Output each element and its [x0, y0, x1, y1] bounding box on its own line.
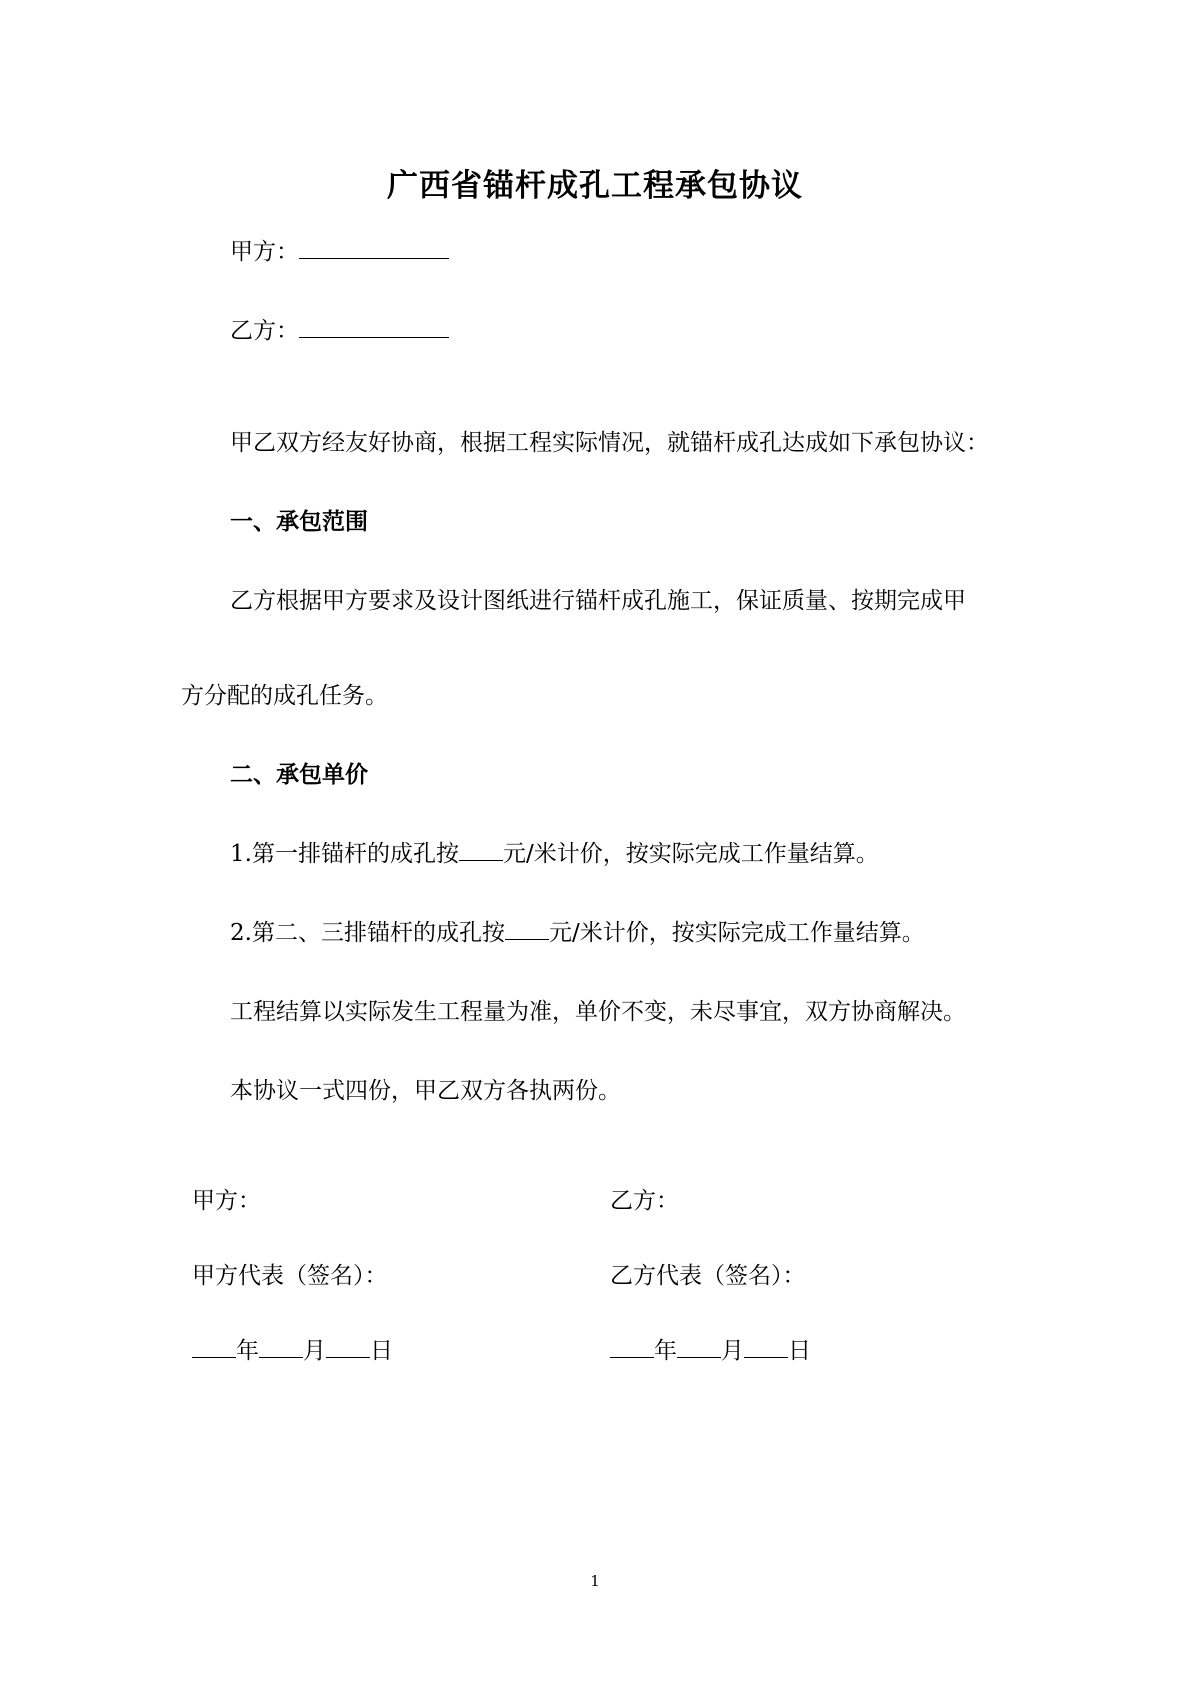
price-item-2-number: 2.: [230, 920, 252, 946]
section1-text-line2: 方分配的成孔任务。: [181, 683, 388, 709]
page-number: 1: [590, 1572, 600, 1590]
price-item-2-text-before: 第二、三排锚杆的成孔按: [251, 920, 505, 946]
sign-date-b: [610, 1336, 811, 1366]
party-a-blank[interactable]: [299, 238, 449, 259]
party-b-label: 乙方：: [230, 318, 299, 344]
settlement-paragraph: 工程结算以实际发生工程量为准，单价不变，未尽事宜，双方协商解决。: [230, 999, 966, 1025]
price-item-2-text-after: 元/米计价，按实际完成工作量结算。: [548, 920, 925, 946]
date-b-year-label: 年: [654, 1338, 677, 1364]
document-title: 广西省锚杆成孔工程承包协议: [387, 168, 803, 204]
date-b-year-blank[interactable]: [610, 1337, 654, 1358]
sign-party-a: 甲方：: [192, 1188, 261, 1214]
date-b-day-label: 日: [788, 1338, 811, 1364]
date-b-month-label: 月: [721, 1338, 744, 1364]
party-b-blank[interactable]: [299, 317, 449, 338]
price-item-1-text-before: 第一排锚杆的成孔按: [251, 841, 459, 867]
date-a-month-label: 月: [303, 1338, 326, 1364]
section1-text-line1: 乙方根据甲方要求及设计图纸进行锚杆成孔施工，保证质量、按期完成甲: [230, 588, 966, 614]
price-item-1: [230, 839, 879, 869]
date-a-day-label: 日: [370, 1338, 393, 1364]
copies-paragraph: 本协议一式四份，甲乙双方各执两份。: [230, 1078, 621, 1104]
price-item-1-text-after: 元/米计价，按实际完成工作量结算。: [502, 841, 879, 867]
intro-paragraph: 甲乙双方经友好协商，根据工程实际情况，就锚杆成孔达成如下承包协议：: [230, 430, 989, 456]
date-a-year-blank[interactable]: [192, 1337, 236, 1358]
party-a-label: 甲方：: [230, 239, 299, 265]
section1-heading: 一、承包范围: [230, 509, 368, 535]
price-item-2-blank[interactable]: [505, 919, 549, 940]
sign-date-a: [192, 1336, 393, 1366]
sign-party-b: 乙方：: [610, 1188, 679, 1214]
sign-party-b-rep: 乙方代表（签名）：: [610, 1263, 806, 1289]
section2-heading: 二、承包单价: [230, 762, 368, 788]
date-b-day-blank[interactable]: [744, 1337, 788, 1358]
price-item-2: [230, 918, 925, 948]
date-a-month-blank[interactable]: [259, 1337, 303, 1358]
party-a-line: [230, 237, 449, 267]
price-item-1-number: 1.: [230, 841, 252, 867]
date-a-year-label: 年: [236, 1338, 259, 1364]
date-b-month-blank[interactable]: [677, 1337, 721, 1358]
date-a-day-blank[interactable]: [326, 1337, 370, 1358]
party-b-line: [230, 316, 449, 346]
price-item-1-blank[interactable]: [459, 840, 503, 861]
sign-party-a-rep: 甲方代表（签名）：: [192, 1263, 388, 1289]
